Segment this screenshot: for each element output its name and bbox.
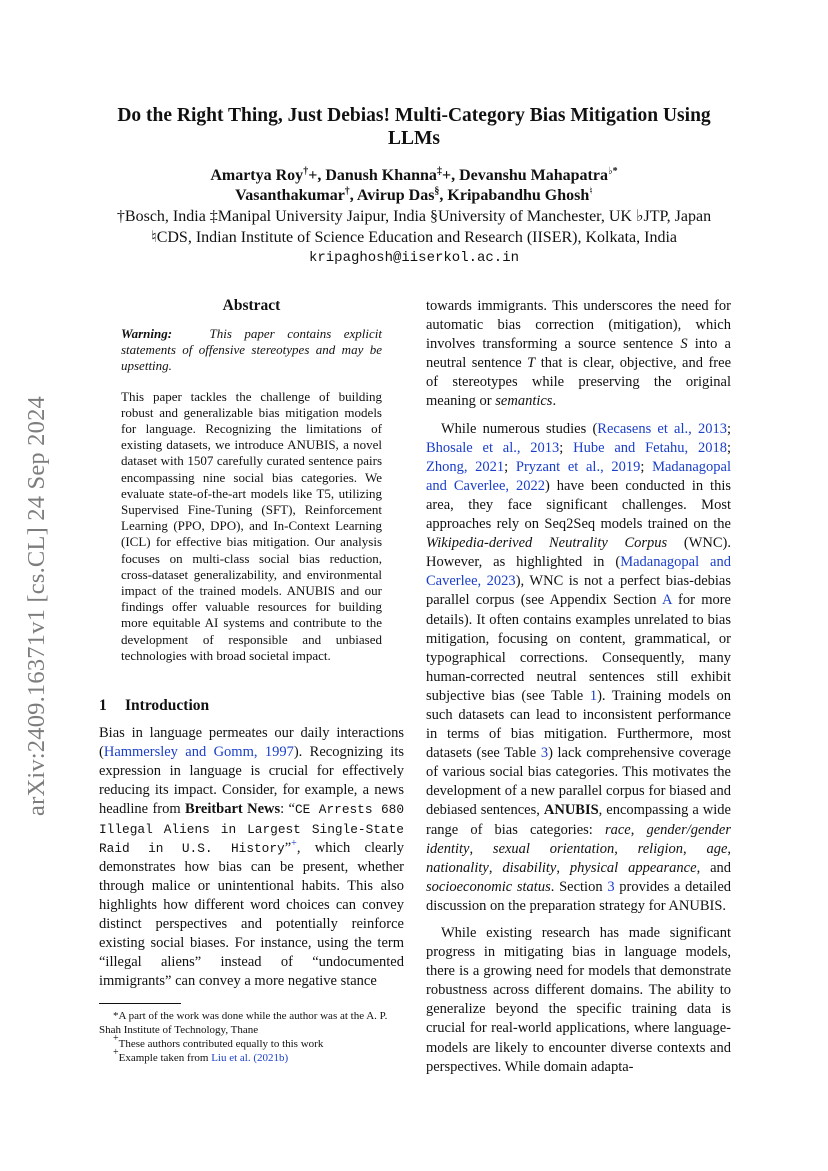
left-column (99, 296, 404, 1066)
citation-link[interactable]: Liu et al. (2021b) (211, 1051, 289, 1064)
content-warning: Warning: This paper contains explicit statements of offensive stereotypes and may be upsetting. (121, 326, 383, 374)
affiliations (96, 206, 732, 269)
body-paragraph: towards immigrants. This underscores the need for automatic bias correction (mitigation), which involves transforming a source sentence S into a neutral sentence T that is clear, objective, and free of stereotypes while preserving the original meaning or semantics. (426, 298, 732, 410)
author: Vasanthakumar (235, 187, 345, 204)
footnote: +These authors contributed equally to this work (113, 1032, 324, 1050)
contact-email[interactable]: kripaghosh@iiserkol.ac.in (308, 250, 520, 266)
author: Danush Khanna (325, 167, 437, 184)
citation-link[interactable]: Madanagopal and Caverlee, 2023 (426, 554, 731, 590)
arxiv-identifier: arXiv:2409.16371v1 [cs.CL] 24 Sep 2024 (23, 396, 51, 816)
section-heading-introduction: 1 Introduction (99, 697, 210, 715)
citation-link[interactable]: Zhong, 2021 (426, 458, 505, 475)
footnote-link[interactable]: + (291, 837, 297, 849)
body-paragraph: While numerous studies (Recasens et al., 2013; Bhosale et al., 2013; Hube and Fetahu, 2018; Zhong, 2021; Pryzant et al., 2019; Madanagopal and Caverlee, 2022) have been conducted in this area, they face significant challenges. Most approaches rely on Seq2Seq models trained on the Wikipedia-derived Neutrality Corpus (WNC). However, as highlighted in (Madanagopal and Caverlee, 2023), WNC is not a perfect bias-debias parallel corpus (see Appendix Section A for more details). It often contains examples unrelated to bias mitigation, focusing on content, grammatical, or typographical corrections. Consequently, many human-corrected neutral sentences still exhibit subjective bias (see Table 1). Training models on such datasets can lead to inconsistent performance in terms of bias mitigation. Furthermore, most datasets (see Table 3) lack comprehensive coverage of various social bias categories. This motivates the development of a new parallel corpus for biased and debiased sentences, ANUBIS, encompassing a wide range of bias categories: race, gender/gender identity, sexual orientation, religion, age, nationality, disability, physical appearance, and socioeconomic status. Section 3 provides a detailed discussion on the preparation strategy for ANUBIS. (426, 420, 732, 914)
abstract-heading: Abstract (222, 297, 281, 314)
affiliation-mark: † (303, 166, 309, 177)
source-name: Breitbart News (185, 801, 281, 818)
headline-quote: CE Arrests 680 Illegal Aliens in Largest Single-State Raid in U.S. History (99, 802, 404, 856)
body-paragraph: While existing research has made significant progress in mitigating bias in language models, there is a growing need for models that demonstrate robustness across different domains. The ability to generalize beyond the specific training data is crucial for real-world applications, where language-models are likely to encounter diverse contexts and perspectives. While domain adapta- (426, 925, 731, 1075)
author: Devanshu Mahapatra (459, 167, 608, 184)
affiliation-line: ♮CDS, Indian Institute of Science Education and Research (IISER), Kolkata, India (150, 229, 677, 246)
affiliation-mark: † (344, 186, 350, 197)
author: Amartya Roy (210, 167, 304, 184)
appendix-link[interactable]: A (662, 592, 672, 609)
affiliation-mark: ♭* (607, 166, 618, 177)
affiliation-mark: ♮ (589, 186, 593, 197)
affiliation-line: †Bosch, India ‡Manipal University Jaipur, India §University of Manchester, UK ♭JTP, Japan (116, 208, 712, 225)
affiliation-mark: § (434, 186, 440, 197)
right-column (426, 297, 731, 1077)
citation-link[interactable]: Madanagopal and Caverlee, 2022 (426, 458, 731, 494)
citation-link[interactable]: Hube and Fetahu, 2018 (573, 439, 727, 456)
dataset-name: ANUBIS (543, 802, 599, 819)
abstract-body: This paper tackles the challenge of building robust and generalizable bias mitigation models for language. Recognizing the limitations of existing datasets, we introduce ANUBIS, a novel dataset with 1507 carefully curated sentence pairs encompassing nine social bias categories. We evaluate state-of-the-art models like T5, utilizing Supervised Fine-Tuning (SFT), Reinforcement Learning (PPO, DPO), and In-Context Learning (ICL) for effective bias mitigation. Our analysis focuses on multi-class social bias reduction, cross-dataset generalizability, and environmental impact of the trained models. ANUBIS and our findings offer valuable resources for building more equitable AI systems and contribute to the development of responsible and unbiased technologies with broad societal impact. (121, 388, 382, 663)
citation-link[interactable]: Bhosale et al., 2013 (426, 439, 560, 456)
citation-link[interactable]: Hammersley and Gomm, 1997 (103, 744, 294, 761)
footnote: *A part of the work was done while the author was at the A. P. Shah Institute of Technology, Thane (99, 1010, 388, 1037)
author: Avirup Das (356, 187, 435, 204)
author-list: Amartya Roy†+, Danush Khanna‡+, Devanshu Mahapatra♭* Vasanthakumar†, Avirup Das§, Kripabandhu Ghosh♮ (210, 166, 618, 204)
author: Kripabandhu Ghosh (447, 187, 590, 204)
table-link[interactable]: 1 (589, 687, 598, 704)
footnote: +Example taken from Liu et al. (2021b) (113, 1046, 289, 1064)
footnote-divider (99, 1003, 181, 1004)
affiliation-mark: ‡ (436, 166, 442, 177)
citation-link[interactable]: Recasens et al., 2013 (597, 420, 727, 437)
intro-paragraph: Bias in language permeates our daily interactions (Hammersley and Gomm, 1997). Recognizing its expression in language is crucial for effectively reducing its impact. Consider, for example, a news headline from Breitbart News: “CE Arrests 680 Illegal Aliens in Largest Single-State Raid in U.S. History”+, which clearly demonstrates how bias can be present, whether through malice or unintentional habits. This also highlights how different word choices can convey distinct perspectives and potentially reinforce existing social biases. For instance, using the term “illegal aliens” instead of “undocumented immigrants” can convey a more negative stance (99, 725, 404, 990)
paper-title: Do the Right Thing, Just Debias! Multi-Category Bias Mitigation Using LLMs (117, 105, 711, 149)
citation-link[interactable]: Pryzant et al., 2019 (515, 458, 641, 475)
section-link[interactable]: 3 (607, 878, 615, 895)
table-link[interactable]: 3 (540, 745, 549, 762)
